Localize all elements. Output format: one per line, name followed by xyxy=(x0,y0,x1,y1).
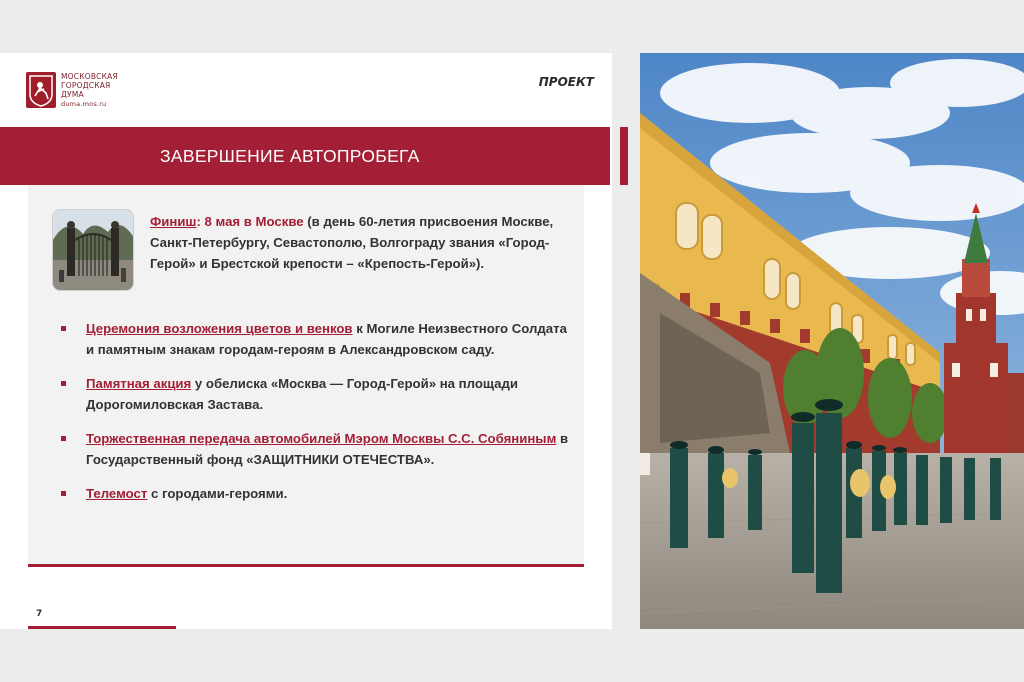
list-item xyxy=(58,319,578,360)
finish-date: 8 мая в Москве xyxy=(200,214,304,229)
kremlin-military-band-photo xyxy=(640,53,1024,629)
moscow-emblem-icon xyxy=(26,72,56,108)
bullet-square-icon xyxy=(61,326,66,331)
list-item-text: у обелиска «Москва — Город-Герой» на площади Дорогомиловская Застава. xyxy=(86,376,518,412)
list-item xyxy=(58,374,578,415)
page-number-bar xyxy=(28,626,176,629)
bullet-square-icon xyxy=(61,436,66,441)
banner-accent-bar xyxy=(620,127,628,185)
logo-text xyxy=(61,72,118,109)
logo-line-1: МОСКОВСКАЯ xyxy=(61,72,118,81)
list-item xyxy=(58,484,578,505)
telebridge-link[interactable]: Телемост xyxy=(86,486,148,501)
finish-text: (в день 60-летия присвоения Москве, Санкт-Петербургу, Севастополю, Волгограду звания «Город-Герой» и Брестской крепости – «Крепость-Герой»). xyxy=(150,214,554,271)
content-divider xyxy=(28,564,584,567)
ceremony-link[interactable]: Церемония возложения цветов и венков xyxy=(86,321,353,336)
slide-title: ЗАВЕРШЕНИЕ АВТОПРОБЕГА xyxy=(160,146,420,166)
finish-paragraph xyxy=(150,211,580,274)
car-handover-link[interactable]: Торжественная передача автомобилей Мэром Москвы С.С. Собяниным xyxy=(86,431,557,446)
memorial-action-link[interactable]: Памятная акция xyxy=(86,376,192,391)
title-banner xyxy=(0,127,610,185)
logo-line-2: ГОРОДСКАЯ xyxy=(61,81,111,90)
finish-label: Финиш xyxy=(150,214,197,229)
duma-logo[interactable] xyxy=(26,72,126,112)
alexander-garden-gate-thumbnail xyxy=(52,209,134,291)
event-list xyxy=(58,319,578,519)
slide-content-area xyxy=(0,53,612,629)
logo-line-3: ДУМА xyxy=(61,90,84,99)
bullet-square-icon xyxy=(61,381,66,386)
finish-colon: : xyxy=(196,214,201,229)
slide xyxy=(0,53,1024,629)
content-panel xyxy=(28,185,584,565)
logo-url: duma.mos.ru xyxy=(61,100,107,108)
bullet-square-icon xyxy=(61,491,66,496)
project-tag: ПРОЕКТ xyxy=(538,75,594,89)
list-item xyxy=(58,429,578,470)
list-item-text: с городами-героями. xyxy=(147,486,288,501)
list-item-text: в Государственный фонд «ЗАЩИТНИКИ ОТЕЧЕСТВА». xyxy=(86,431,569,467)
list-item-text: к Могиле Неизвестного Солдата и памятным знакам городам-героям в Александровском саду. xyxy=(86,321,567,357)
page-number: 7 xyxy=(36,609,43,619)
